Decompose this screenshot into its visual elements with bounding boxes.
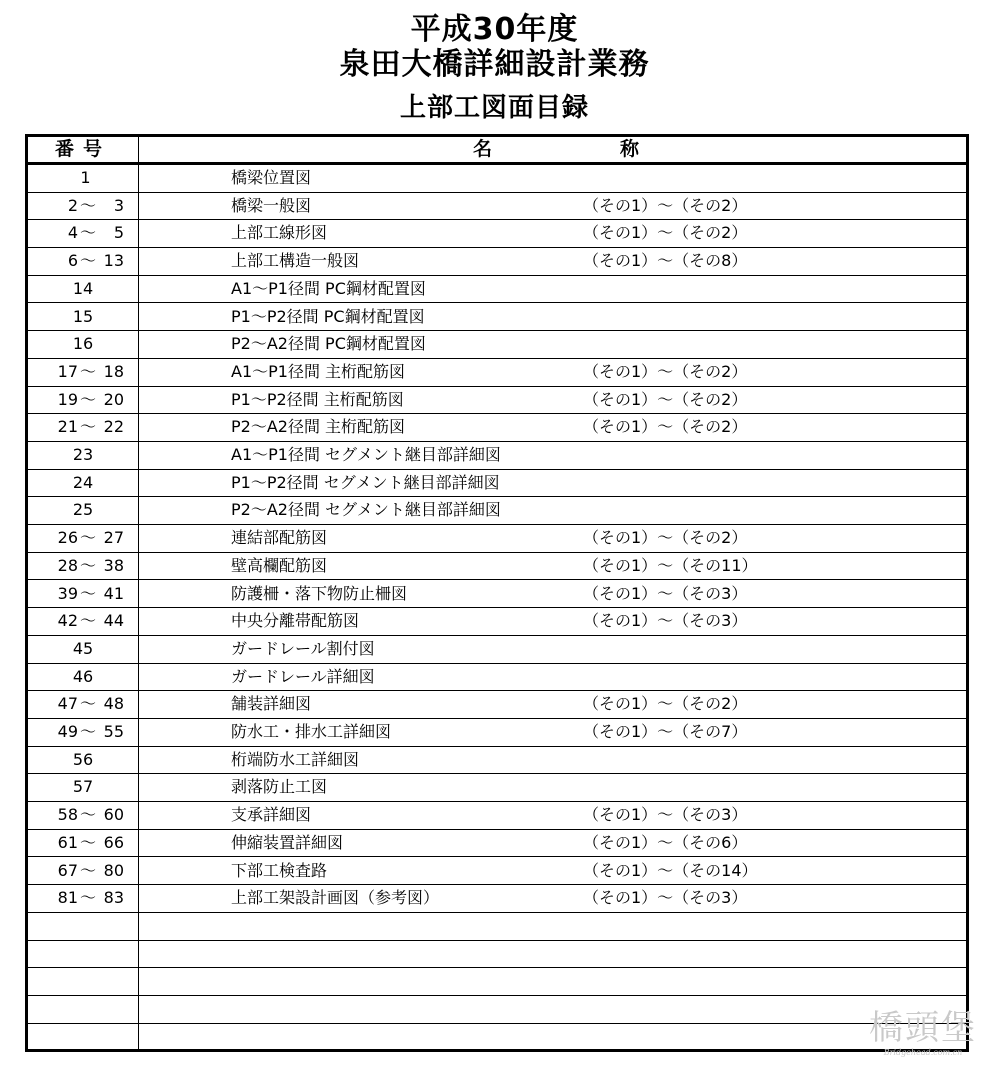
table-row	[28, 996, 966, 1024]
drawing-number	[28, 830, 138, 856]
sheet-range: （その1）～（その3）	[583, 611, 748, 631]
sheet-range: （その1）～（その2）	[583, 389, 748, 409]
number-from: 17	[57, 361, 78, 381]
drawing-number	[28, 719, 138, 745]
drawing-name: P1～P2径間 セグメント継目部詳細図	[231, 472, 500, 492]
sheet-range: （その1）～（その8）	[583, 251, 748, 271]
number-tilde: ～	[79, 389, 96, 409]
sheet-range: （その1）～（その2）	[583, 223, 748, 243]
number-to: 5	[113, 223, 124, 243]
drawing-name: 連結部配筋図	[231, 528, 328, 548]
number-single: 46	[72, 666, 94, 686]
drawing-number	[28, 442, 138, 468]
number-tilde: ～	[79, 528, 96, 548]
table-row	[28, 276, 966, 304]
table-row	[28, 553, 966, 581]
number-to: 20	[103, 389, 124, 409]
number-from: 61	[57, 832, 78, 852]
number-to: 3	[113, 195, 124, 215]
sheet-range: （その1）～（その3）	[583, 888, 748, 908]
drawing-name: 舗装詳細図	[231, 694, 312, 714]
drawing-number	[28, 691, 138, 717]
number-tilde: ～	[79, 722, 96, 741]
header-name-part1: 名	[473, 138, 493, 160]
drawing-number	[28, 913, 138, 939]
sheet-range: （その1）～（その2）	[583, 195, 748, 215]
drawing-number	[28, 858, 138, 884]
drawing-name: A1～P1径間 PC鋼材配置図	[231, 278, 426, 298]
table-row	[28, 719, 966, 747]
number-tilde: ～	[79, 611, 96, 631]
number-single: 45	[72, 638, 94, 658]
number-from: 81	[57, 888, 78, 908]
header-name-part2: 称	[620, 138, 640, 160]
drawing-name: ガードレール詳細図	[231, 666, 375, 686]
sheet-range: （その1）～（その2）	[583, 361, 748, 381]
number-from: 47	[57, 694, 78, 714]
number-to: 38	[103, 555, 124, 575]
number-tilde: ～	[79, 555, 96, 575]
table-row	[28, 608, 966, 636]
number-tilde: ～	[79, 361, 96, 381]
sheet-range: （その1）～（その7）	[583, 722, 748, 741]
number-from: 19	[57, 389, 78, 409]
drawing-name: P2～A2径間 主桁配筋図	[231, 417, 406, 437]
table-row	[28, 941, 966, 969]
drawing-name: 桁端防水工詳細図	[231, 749, 360, 769]
number-from: 58	[57, 805, 78, 825]
number-tilde: ～	[79, 888, 96, 908]
number-from: 4	[67, 223, 78, 243]
drawing-number	[28, 581, 138, 607]
table-row	[28, 165, 966, 193]
drawing-name: 壁高欄配筋図	[231, 555, 328, 575]
drawing-number	[28, 774, 138, 800]
drawing-number	[28, 885, 138, 911]
number-from: 28	[57, 555, 78, 575]
watermark-main: 橋頭堡	[869, 1008, 977, 1048]
number-tilde: ～	[79, 223, 96, 243]
drawing-number	[28, 1024, 138, 1050]
table-row	[28, 331, 966, 359]
drawing-name: 中央分離帯配筋図	[231, 611, 360, 631]
number-to: 27	[103, 528, 124, 548]
number-tilde: ～	[79, 860, 96, 880]
number-to: 60	[103, 805, 124, 825]
number-single: 16	[72, 334, 94, 354]
sheet-range: （その1）～（その2）	[583, 417, 748, 437]
drawing-number	[28, 248, 138, 274]
drawing-name: 防水工・排水工詳細図	[231, 722, 392, 741]
drawing-number	[28, 359, 138, 385]
number-to: 18	[103, 361, 124, 381]
number-tilde: ～	[79, 195, 96, 215]
drawing-number	[28, 470, 138, 496]
header-number: 番号	[54, 138, 111, 160]
drawing-number	[28, 747, 138, 773]
table-row	[28, 747, 966, 775]
sheet-range: （その1）～（その2）	[583, 694, 748, 714]
number-to: 55	[103, 722, 124, 741]
number-to: 66	[103, 832, 124, 852]
number-single: 14	[72, 278, 94, 298]
number-from: 6	[67, 251, 78, 271]
table-row	[28, 359, 966, 387]
number-single: 15	[72, 306, 94, 326]
table-row	[28, 497, 966, 525]
number-from: 39	[57, 583, 78, 603]
title-year: 平成30年度	[410, 12, 579, 47]
table-row	[28, 858, 966, 886]
number-tilde: ～	[79, 583, 96, 603]
drawing-name: P1～P2径間 主桁配筋図	[231, 389, 404, 409]
drawing-name: ガードレール割付図	[231, 638, 375, 658]
table-row	[28, 885, 966, 913]
table-row	[28, 470, 966, 498]
drawing-name: 上部工線形図	[231, 223, 328, 243]
sheet-range: （その1）～（その6）	[583, 832, 748, 852]
drawing-name: 伸縮装置詳細図	[231, 832, 344, 852]
drawing-number	[28, 996, 138, 1022]
table-row	[28, 664, 966, 692]
drawing-name: A1～P1径間 主桁配筋図	[231, 361, 406, 381]
drawing-name: 上部工架設計画図（参考図）	[231, 888, 440, 908]
table-row	[28, 525, 966, 553]
drawing-name: 剥落防止工図	[231, 777, 328, 797]
sheet-range: （その1）～（その2）	[583, 528, 748, 548]
column-divider	[138, 137, 139, 1049]
sheet-range: （その1）～（その11）	[583, 555, 758, 575]
drawing-number	[28, 525, 138, 551]
number-tilde: ～	[79, 805, 96, 825]
table-row	[28, 248, 966, 276]
drawing-number	[28, 165, 138, 191]
number-to: 13	[103, 251, 124, 271]
number-from: 67	[57, 860, 78, 880]
number-single: 57	[72, 777, 94, 797]
drawing-number	[28, 387, 138, 413]
drawing-name: 下部工検査路	[231, 860, 328, 880]
number-tilde: ～	[79, 832, 96, 852]
number-to: 48	[103, 694, 124, 714]
table-header	[28, 137, 966, 165]
drawing-name: 橋梁一般図	[231, 195, 312, 215]
drawing-number	[28, 664, 138, 690]
number-single: 56	[72, 749, 94, 769]
table-row	[28, 442, 966, 470]
drawing-number	[28, 220, 138, 246]
drawing-name: 上部工構造一般図	[231, 251, 360, 271]
drawing-number	[28, 636, 138, 662]
number-to: 22	[103, 417, 124, 437]
number-single: 1	[80, 168, 91, 187]
table-row	[28, 304, 966, 332]
drawing-name: A1～P1径間 セグメント継目部詳細図	[231, 445, 501, 464]
sheet-range: （その1）～（その14）	[583, 860, 758, 880]
table-row	[28, 414, 966, 442]
number-to: 83	[103, 888, 124, 908]
table-row	[28, 1024, 966, 1052]
number-from: 21	[57, 417, 78, 437]
drawing-number	[28, 553, 138, 579]
sheet-range: （その1）～（その3）	[583, 805, 748, 825]
title-index: 上部工図面目録	[399, 93, 589, 123]
table-row	[28, 581, 966, 609]
number-from: 26	[57, 528, 78, 548]
table-row	[28, 220, 966, 248]
drawing-name: 橋梁位置図	[231, 168, 312, 187]
number-from: 49	[57, 722, 78, 741]
number-to: 44	[103, 611, 124, 631]
table-row	[28, 691, 966, 719]
number-tilde: ～	[79, 251, 96, 271]
drawing-name: P1～P2径間 PC鋼材配置図	[231, 306, 425, 326]
drawing-name: 支承詳細図	[231, 805, 312, 825]
drawing-number	[28, 304, 138, 330]
sheet-range: （その1）～（その3）	[583, 583, 748, 603]
number-from: 2	[67, 195, 78, 215]
drawing-name: P2～A2径間 PC鋼材配置図	[231, 334, 426, 354]
table-row	[28, 636, 966, 664]
number-to: 80	[103, 860, 124, 880]
table-row	[28, 774, 966, 802]
number-single: 25	[72, 500, 94, 520]
number-single: 24	[72, 472, 94, 492]
table-row	[28, 968, 966, 996]
drawing-name: 防護柵・落下物防止柵図	[231, 583, 408, 603]
table-row	[28, 830, 966, 858]
drawing-number	[28, 276, 138, 302]
drawing-number	[28, 802, 138, 828]
drawing-number	[28, 968, 138, 994]
watermark-logo	[868, 1008, 978, 1060]
drawing-number	[28, 193, 138, 219]
number-single: 23	[72, 445, 94, 464]
table-row	[28, 913, 966, 941]
drawing-number	[28, 414, 138, 440]
table-row	[28, 387, 966, 415]
table-row	[28, 802, 966, 830]
number-tilde: ～	[79, 694, 96, 714]
watermark-sub: Bridgehead.com.cn	[883, 1048, 963, 1057]
drawing-index-table	[25, 134, 969, 1052]
drawing-number	[28, 497, 138, 523]
number-tilde: ～	[79, 417, 96, 437]
drawing-number	[28, 331, 138, 357]
title-project: 泉田大橋詳細設計業務	[339, 47, 650, 82]
drawing-number	[28, 608, 138, 634]
number-to: 41	[103, 583, 124, 603]
drawing-name: P2～A2径間 セグメント継目部詳細図	[231, 500, 501, 520]
drawing-number	[28, 941, 138, 967]
table-row	[28, 193, 966, 221]
number-from: 42	[57, 611, 78, 631]
